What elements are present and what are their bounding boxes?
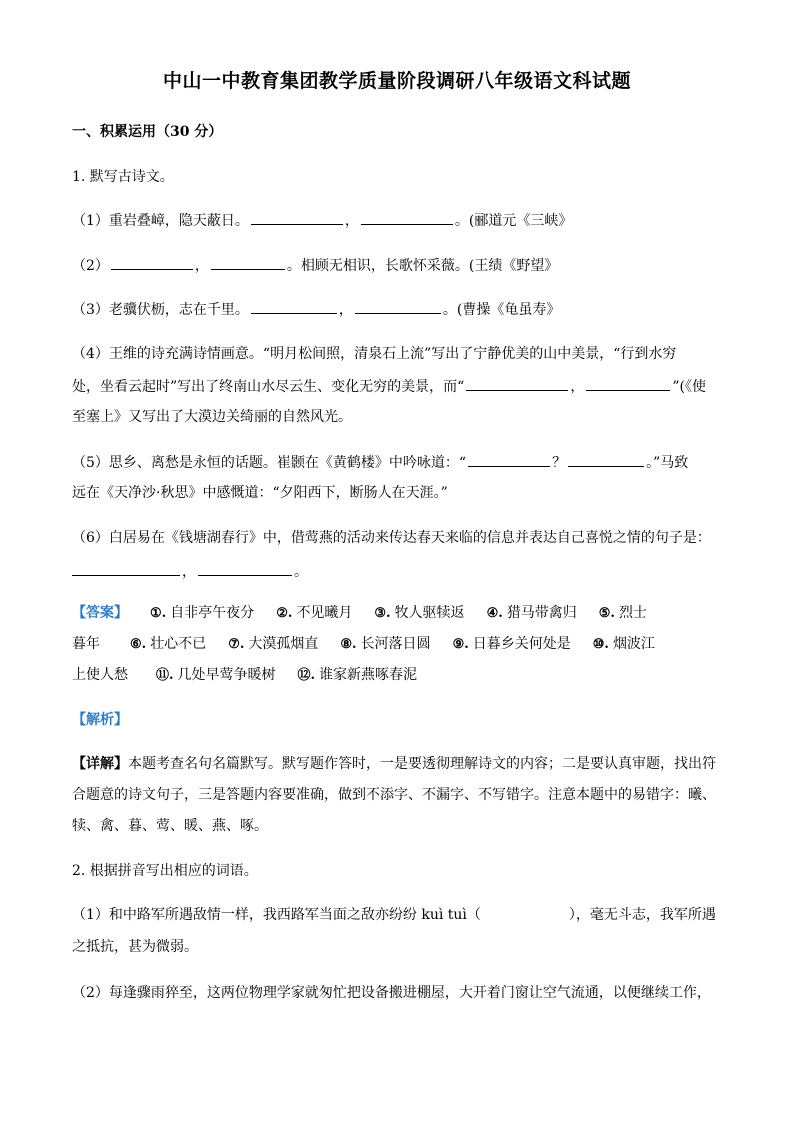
question-1-part-5-line-2: 远在《天净沙·秋思》中感慨道：“夕阳西下，断肠人在天涯。” [72,485,448,501]
answer-item: ⑪. 几处早莺争暖树 [156,667,276,683]
answer-blank[interactable] [72,561,180,576]
answer-row-2 [72,634,655,655]
answer-blank[interactable] [586,376,670,391]
question-1-part-4-line-1: （4）王维的诗充满诗情画意。“明月松间照，清泉石上流”写出了宁静优美的山中美景，“行到水穷 [72,346,677,362]
answer-item: ⑧. 长河落日圆 [340,636,431,652]
question-1-part-2 [72,255,558,276]
question-text: ， [194,258,209,274]
section-heading: 一、积累运用（30 分） [72,124,223,140]
question-text: ”(《使 [672,379,706,395]
answer-blank[interactable] [568,452,644,467]
analysis-tag: 【解析】 [72,712,128,728]
question-text: ， [338,302,353,318]
question-text: ？ [552,455,567,471]
answer-blank[interactable] [251,210,343,225]
answer-row-1 [72,603,647,624]
answer-item: ④. 猎马带禽归 [486,605,577,621]
question-text: ， [182,564,196,580]
question-1-stem: 1. 默写古诗文。 [72,169,174,185]
question-text: 处，坐看云起时”写出了终南山水尽云生、变化无穷的美景，而“ [72,379,465,395]
question-1-part-5-line-1 [72,452,688,473]
question-text: 。(曹操《龟虽寿》 [442,302,561,318]
question-1-part-3 [72,299,560,320]
answer-item: ⑫. 谁家新燕啄春泥 [297,667,418,683]
answer-blank[interactable] [361,210,453,225]
answer-item: ⑤. 烈士 [598,605,647,621]
answer-blank[interactable] [251,299,337,314]
question-2-part-1-line-2: 之抵抗，甚为微弱。 [72,939,198,955]
analysis-text: 本题考查名句名篇默写。默写题作答时，一是要透彻理解诗文的内容；二是要认真审题，找出符 [128,756,716,772]
analysis-line-1 [72,754,716,774]
question-text: （5）思乡、离愁是永恒的话题。崔颢在《黄鹤楼》中吟咏道：“ [72,455,467,471]
answer-item: ③. 牧人驱犊返 [374,605,465,621]
answer-item: ⑦. 大漠孤烟直 [228,636,319,652]
page-title: 中山一中教育集团教学质量阶段调研八年级语文科试题 [162,70,631,92]
answer-item: ⑥. 壮心不已 [130,636,207,652]
analysis-line-2: 合题意的诗文句子，三是答题内容要准确，做到不添字、不漏字、不写错字。注意本题中的易错字：曦、 [72,787,716,803]
answer-text: 暮年 [72,636,100,652]
question-text: （2） [72,258,109,274]
answer-text: 上使人愁 [72,667,128,683]
answer-tag: 【答案】 [72,605,128,621]
question-2-stem: 2. 根据拼音写出相应的词语。 [72,863,258,879]
question-text: ， [344,213,359,229]
question-1-part-4-line-3: 至塞上》又写出了大漠边关绮丽的自然风光。 [72,409,352,425]
question-text: （3）老骥伏枥，志在千里。 [72,302,249,318]
answer-blank[interactable] [211,255,285,270]
question-1-part-4-line-2 [72,376,706,397]
question-text: 。(郦道元《三峡》 [454,213,573,229]
question-text: 。 [294,564,308,580]
question-text: （1）和中路军所遇敌情一样，我西路军当面之敌亦纷纷 kuì tuì（ [72,907,481,923]
question-2-part-1-line-1 [72,905,716,925]
analysis-line-3: 犊、禽、暮、莺、暖、燕、啄。 [72,818,268,834]
question-text: 。相顾无相识，长歌怀采薇。(王绩《野望》 [286,258,559,274]
question-text: ），毫无斗志，我军所遇 [568,907,716,923]
answer-blank[interactable] [198,561,292,576]
question-text: （1）重岩叠嶂，隐天蔽日。 [72,213,249,229]
question-1-part-1 [72,210,572,231]
question-1-part-6-line-1: （6）白居易在《钱塘湖春行》中，借莺燕的活动来传达春天来临的信息并表达自己喜悦之情的句子是： [72,530,711,546]
question-text: 。”马致 [646,455,689,471]
question-text: ， [570,379,585,395]
answer-blank[interactable] [355,299,441,314]
answer-blank[interactable] [111,255,193,270]
answer-blank[interactable] [468,452,550,467]
answer-item: ⑨. 日暮乡关何处是 [452,636,571,652]
question-1-part-6-line-2 [72,561,308,582]
answer-item: ②. 不见曦月 [276,605,353,621]
answer-item: ①. 自非亭午夜分 [150,605,255,621]
answer-item: ⑩. 烟波江 [592,636,655,652]
answer-row-3 [72,665,439,686]
answer-blank[interactable] [466,376,568,391]
question-2-part-2-line-1: （2）每逢骤雨猝至，这两位物理学家就匆忙把设备搬进棚屋，大开着门窗让空气流通，以便继续工作， [72,985,711,1001]
detail-tag: 【详解】 [72,756,128,772]
